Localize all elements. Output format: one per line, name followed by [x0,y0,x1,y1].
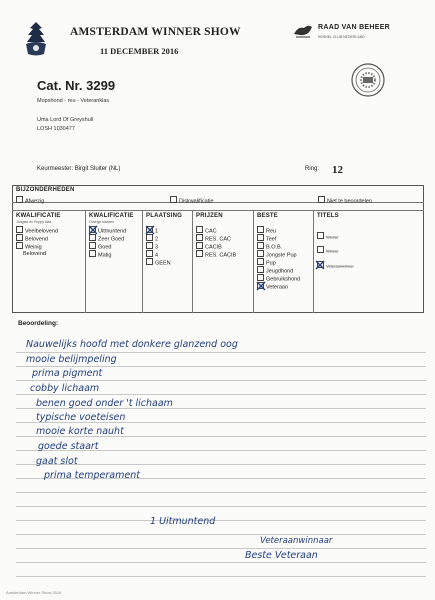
option-belovend[interactable]: Belovend [16,234,48,244]
option-plaats-1[interactable]: 1 [146,226,158,236]
check-mark-veteraan [255,279,267,297]
placement-note: 1 Uitmuntend [150,516,216,527]
check-mark-plaats-1 [144,223,156,241]
show-logo [22,20,50,63]
registration-number: LOSH 1030477 [37,126,75,132]
option-plaats-3[interactable]: 3 [146,242,158,252]
titels-title: TITELS [317,213,339,219]
breed-class: Mopshond - reu - Veteranklas [37,98,110,104]
option-plaats-4[interactable]: 4 [146,250,158,260]
kwalificatie-jeugd-title: KWALIFICATIE [16,213,61,219]
option-uitmuntend[interactable]: Uitmuntend [89,226,126,236]
option-plaats-2[interactable]: 2 [146,234,158,244]
critique-line-1: Nauwelijks hoofd met donkere glanzend oog [26,339,238,350]
option-jongste-pup[interactable]: Jongste Pup [257,250,297,260]
option-jeugdhond[interactable]: Jeugdhond [257,266,293,276]
footer-text: Amsterdam Winner Show 2016 [6,590,62,595]
ring-number: 12 [332,164,343,176]
critique-line-2: mooie belijmpeling [26,354,117,365]
beste-title: BESTE [257,213,279,219]
critique-line-5: benen goed onder 't lichaam [36,398,173,409]
show-title: AMSTERDAM WINNER SHOW [70,26,241,38]
critique-line-8: goede staart [38,441,99,452]
option-winner-1[interactable]: Winner [317,232,339,242]
option-matig[interactable]: Matig [89,250,111,260]
option-res-cacib[interactable]: RES. CACIB [196,250,236,260]
critique-line-10: prima temperament [44,470,140,481]
option-cacib[interactable]: CACIB [196,242,222,252]
option-goed[interactable]: Goed [89,242,111,252]
option-teef[interactable]: Teef [257,234,276,244]
option-veteraanwinner[interactable]: Veteraanwinner [317,261,354,271]
kwalificatie-title: KWALIFICATIE [89,213,134,219]
option-veteraan[interactable]: Veteraan [257,282,288,292]
catalog-number: Cat. Nr. 3299 [37,78,116,93]
bijzonderheden-title: BIJZONDERHEDEN [16,187,75,193]
kwalificatie-subtitle: Overige klassen [89,220,115,224]
dog-name: Uma Lord Of Greyshull [37,117,94,123]
option-geen[interactable]: GEEN [146,258,171,268]
option-weinig[interactable]: Weinig [16,242,42,252]
rvb-logo-icon [292,22,314,45]
beoordeling-label: Beoordeling: [18,320,59,327]
critique-line-9: gaat slot [36,456,78,467]
option-weinig-belovend: Belovend [23,251,46,257]
prijzen-title: PRIJZEN [196,213,223,219]
critique-line-4: cobby lichaam [30,383,100,394]
option-pup[interactable]: Pup [257,258,276,268]
ring-label: Ring: [305,166,320,172]
org-name: RAAD VAN BEHEER [318,24,391,31]
critique-line-7: mooie korte nauht [36,426,124,437]
option-bob[interactable]: B.O.B. [257,242,282,252]
niet-te-beoordelen-checkbox[interactable]: Niet te beoordelen [318,196,372,206]
winner-note: Veteraanwinnaar [260,536,333,546]
kwalificatie-jeugd-subtitle: Jongste en Puppy klas [16,220,52,224]
stamp-seal [350,62,386,103]
org-subtitle: KENNEL CLUB NEDERLAND [318,35,365,39]
option-zeer-goed[interactable]: Zeer Goed [89,234,124,244]
afwezig-checkbox[interactable]: Afwezig [16,196,44,206]
judge-line: Keurmeester: Birgit Sluiter (NL) [37,166,121,172]
critique-line-3: prima pigment [32,368,103,379]
plaatsing-title: PLAATSING [146,213,183,219]
option-veelbelovend[interactable]: Veelbelovend [16,226,58,236]
diskwalificatie-checkbox[interactable]: Diskwalificatie [170,196,214,206]
option-gebruikshond[interactable]: Gebruikshond [257,274,300,284]
check-mark-uitmuntend [87,223,99,241]
option-cac[interactable]: CAC [196,226,217,236]
show-date: 11 DECEMBER 2016 [100,46,179,56]
best-note: Beste Veteraan [245,550,318,561]
critique-line-6: typische voeteisen [36,412,126,423]
option-reu[interactable]: Reu [257,226,276,236]
option-winner-2[interactable]: Winner [317,246,339,256]
check-mark-veteraanwinner [314,258,326,276]
option-res-cac[interactable]: RES. CAC [196,234,231,244]
